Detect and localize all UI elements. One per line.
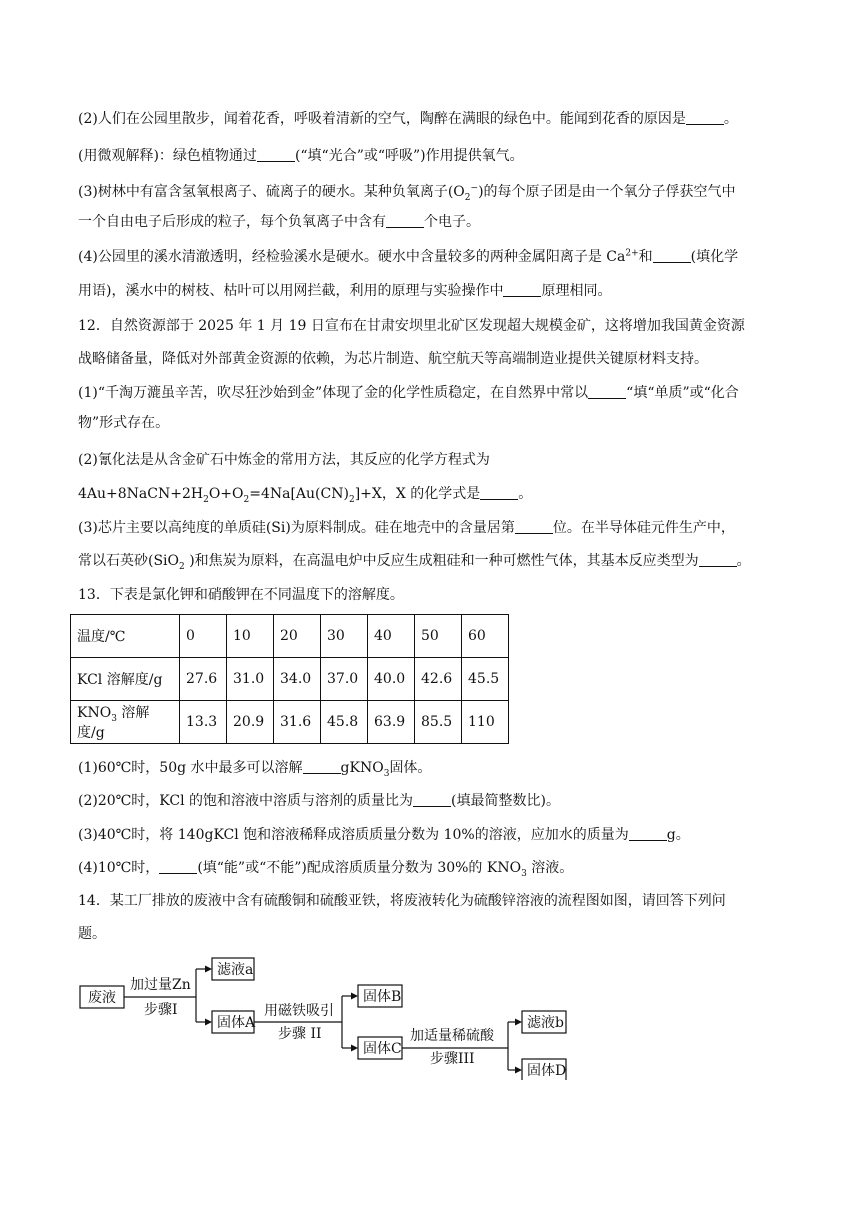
q12-stem-line2: 战略储备量，降低对外部黄金资源的依赖，为芯片制造、航空航天等高端制造业提供关键原材料支持。 [78,351,708,367]
q14-stem-line2: 题。 [78,926,106,942]
filtrate-a-label: 滤液a [217,962,254,978]
table-row-kno3 [71,701,509,744]
waste-label: 废液 [88,990,116,1006]
q11-part2-line1: (2)人们在公园里散步，闻着花香，呼吸着清新的空气，陶醉在满眼的绿色中。能闻到花香的原因是 。 [78,111,738,127]
table-cell: 45.8 [321,701,368,744]
q14-stem-line1: 14．某工厂排放的废液中含有硫酸铜和硫酸亚铁，将废液转化为硫酸锌溶液的流程图如图，请回答下列问 [78,893,726,909]
answer-blank[interactable] [480,485,518,500]
filtrate-b-label: 滤液b [527,1015,564,1031]
q11-part3-line1: (3)树林中有富含氢氧根离子、硫离子的硬水。某种负氧离子$(O_2^-)$的每个原子团是由一个氧分子俘获空气中 [78,183,736,203]
table-cell: 50 [415,615,462,658]
answer-blank[interactable] [588,384,626,399]
arrow-head [351,993,358,1000]
table-cell: 27.6 [180,658,227,701]
q12-stem-line1: 12．自然资源部于 2025 年 1 月 19 日宣布在甘肃安坝里北矿区发现超大规模金矿，这将增加我国黄金资源 [78,318,745,334]
table-cell: 85.5 [415,701,462,744]
q13-part2: (2)20℃时，KCl 的饱和溶液中溶质与溶剂的质量比为 (填最简整数比)。 [78,793,560,809]
table-cell: 10 [227,615,274,658]
table-cell: 45.5 [462,658,509,701]
table-cell: 31.6 [274,701,321,744]
table-cell: 37.0 [321,658,368,701]
table-cell: 110 [462,701,509,744]
step1-label: 步骤I [144,1002,178,1018]
q13-stem: 13．下表是氯化钾和硝酸钾在不同温度下的溶解度。 [78,587,404,603]
q12-part2-line1: (2)氰化法是从含金矿石中炼金的常用方法，其反应的化学方程式为 [78,452,490,468]
table-row-kcl [71,658,509,701]
arrow-head [205,1019,212,1026]
solid-d-label: 固体D [527,1063,567,1079]
process-flowchart [78,956,578,1080]
q12-part1-line1: (1)“千淘万漉虽辛苦，吹尽狂沙始到金”体现了金的化学性质稳定，在自然界中常以 “填“单质”或“化合 [78,385,739,401]
answer-blank[interactable] [413,792,451,807]
answer-blank[interactable] [629,826,667,841]
q13-part3: (3)40℃时，将 140gKCl 饱和溶液稀释成溶质质量分数为 10%的溶液，应加水的质量为 g。 [78,827,690,843]
table-cell: 63.9 [368,701,415,744]
step2-label: 步骤 II [278,1026,322,1042]
table-cell: 30 [321,615,368,658]
table-cell: 20 [274,615,321,658]
table-row-temperature [71,615,509,658]
table-cell: 0 [180,615,227,658]
arrow-head [515,1067,522,1074]
step3-label: 步骤III [430,1051,475,1067]
table-cell: 20.9 [227,701,274,744]
table-cell: 40 [368,615,415,658]
q13-part1: (1)60℃时，50g 水中最多可以溶解 gKNO$_3$固体。 [78,760,432,779]
step3-reagent-label: 加适量稀硫酸 [410,1028,494,1044]
answer-blank[interactable] [303,759,341,774]
q12-part1-line2: 物”形式存在。 [78,415,170,431]
step2-method-label: 用磁铁吸引 [264,1003,334,1019]
answer-blank[interactable] [386,213,424,228]
table-cell: 13.3 [180,701,227,744]
table-cell: $KNO_3$ 溶解度/g [71,701,180,744]
step1-reagent-label: 加过量Zn [130,977,191,993]
solid-c-label: 固体C [363,1041,402,1057]
arrow-head [205,966,212,973]
answer-blank[interactable] [503,282,541,297]
table-cell: 60 [462,615,509,658]
q11-part4-line1: (4)公园里的溪水清澈透明，经检验溪水是硬水。硬水中含量较多的两种金属阳离子是 $Ca^{2+}$和 (填化学 [78,248,739,265]
table-cell: 31.0 [227,658,274,701]
solubility-table [70,614,509,744]
answer-blank[interactable] [515,519,553,534]
table-cell: 温度/℃ [71,615,180,658]
q12-part3-line2: 常以石英砂(SiO$_2$ )和焦炭为原料，在高温电炉中反应生成粗硅和一种可燃性气体，其基本反应类型为 。 [78,553,751,572]
arrow-head [515,1019,522,1026]
answer-blank[interactable] [257,147,295,162]
q12-part2-equation: $4Au+8NaCN+2H_2O+O_2=4Na[Au(CN)_2]+X$，X 的化学式是 。 [78,486,533,505]
answer-blank[interactable] [653,248,691,263]
table-cell: 42.6 [415,658,462,701]
table-cell: KCl 溶解度/g [71,658,180,701]
q12-part3-line1: (3)芯片主要以高纯度的单质硅(Si)为原料制成。硅在地壳中的含量居第 位。在半导体硅元件生产中， [78,520,735,536]
solid-b-label: 固体B [363,989,402,1005]
q11-part4-line2: 用语)，溪水中的树枝、枯叶可以用网拦截，利用的原理与实验操作中 原理相同。 [78,283,612,299]
table-cell: 34.0 [274,658,321,701]
arrow-head [351,1045,358,1052]
q13-part4: (4)10℃时， (填“能”或“不能”)配成溶质质量分数为 30%的 $KNO_3$ 溶液。 [78,860,574,879]
q11-part3-line2: 一个自由电子后形成的粒子，每个负氧离子中含有 个电子。 [78,214,480,230]
answer-blank[interactable] [699,552,737,567]
answer-blank[interactable] [159,859,197,874]
table-cell: 40.0 [368,658,415,701]
answer-blank[interactable] [686,110,724,125]
solid-a-label: 固体A [217,1015,256,1031]
q11-part2-line2: (用微观解释)：绿色植物通过 (“填“光合”或“呼吸”)作用提供氧气。 [78,148,524,164]
